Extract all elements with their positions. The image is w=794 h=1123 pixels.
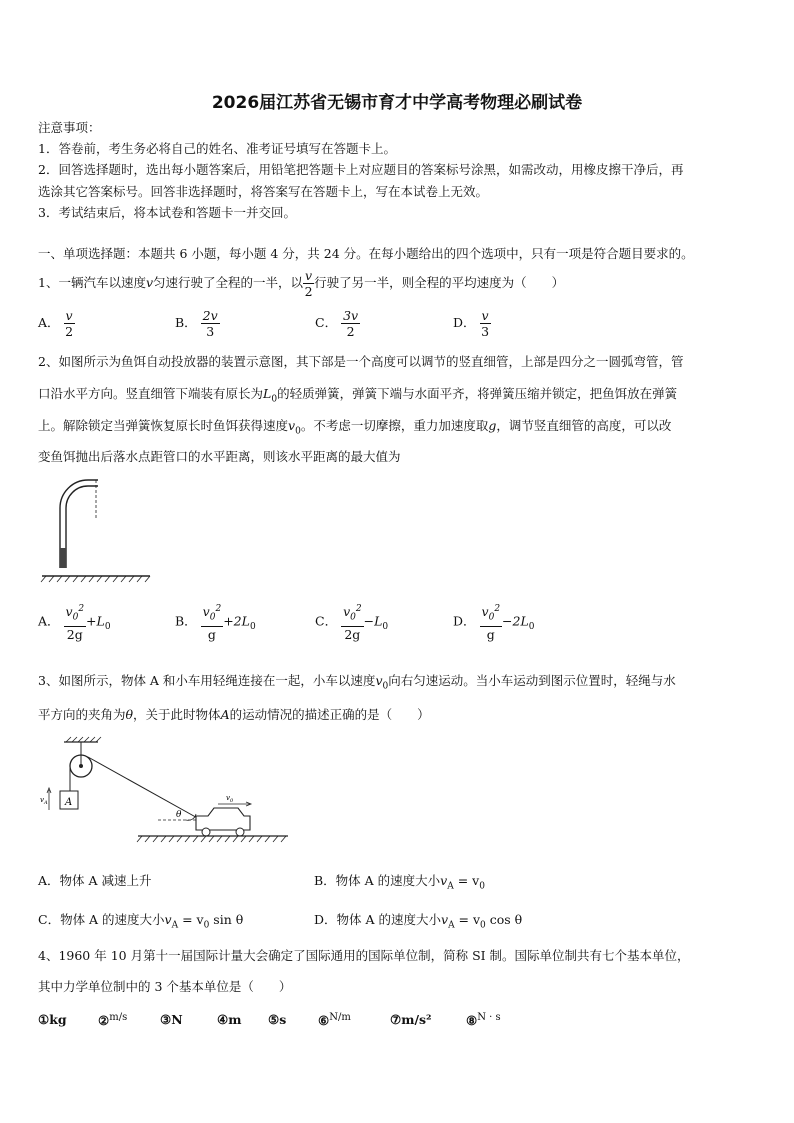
q4-unit-8: ⑧$^{N \cdot s}$ — [466, 1012, 501, 1029]
q4-unit-4: ④m — [217, 1012, 242, 1027]
q4-unit-6: ⑥$^{N/m}$ — [318, 1012, 351, 1029]
q3-option-d: D．物体 A 的速度大小$v_A = v_0$ cos θ — [314, 912, 523, 931]
q3-line-2: 平方向的夹角为θ，关于此时物体A的运动情况的描述正确的是（ ） — [38, 707, 430, 722]
ceiling-hatching — [66, 737, 101, 742]
q4-unit-7: ⑦m/s² — [390, 1012, 432, 1027]
cart-body — [196, 808, 250, 830]
q4-unit-1: ①kg — [38, 1012, 67, 1027]
q4-unit-3: ③N — [160, 1012, 183, 1027]
pulley-axle — [79, 764, 83, 768]
q1-option-b: B． $\frac{2v}{3}$ — [175, 308, 218, 339]
block-a-label: A — [65, 797, 73, 808]
cart-wheel-front — [236, 828, 244, 836]
q4-unit-2: ②$^{m/s}$ — [98, 1012, 128, 1029]
q1-text-c: 行驶了另一半，则全程的平均速度为（ ） — [314, 275, 565, 290]
q1-option-d: D． $\frac{v}{3}$ — [453, 308, 490, 339]
v0-label: $v_0$ — [226, 794, 234, 804]
q2-line-2: 口沿水平方向。竖直细管下端装有原长为$L_0$的轻质弹簧，弹簧下端与水面平齐，将弹簧压缩并锁定，把鱼饵放在弹簧 — [38, 386, 678, 405]
q1-var-v: v — [145, 275, 154, 290]
notice-item-2: 2．回答选择题时，选出每小题答案后，用铅笔把答题卡上对应题目的答案标号涂黑，如需改动，用橡皮擦干净后，再 — [38, 162, 684, 177]
ground-hatching — [137, 836, 286, 842]
q4-line-2: 其中力学单位制中的 3 个基本单位是（ ） — [38, 979, 292, 994]
question-1 — [38, 268, 564, 299]
section-heading: 一、单项选择题：本题共 6 小题，每小题 4 分，共 24 分。在每小题给出的四个选项中，只有一项是符合题目要求的。 — [38, 246, 694, 261]
q1-frac-num: v — [305, 268, 313, 283]
q3-option-c: C．物体 A 的速度大小$v_A = v_0$ sin θ — [38, 912, 244, 931]
q3-option-b: B．物体 A 的速度大小$v_A = v_0$ — [314, 873, 485, 892]
page-title: 2026届江苏省无锡市育才中学高考物理必刷试卷 — [211, 93, 583, 113]
q2-line-4: 变鱼饵抛出后落水点距管口的水平距离，则该水平距离的最大值为 — [38, 449, 401, 464]
notice-item-2-cont: 选涂其它答案标号。回答非选择题时，将答案写在答题卡上，写在本试卷上无效。 — [38, 184, 489, 199]
q2-line-1: 2、如图所示为鱼饵自动投放器的装置示意图，其下部是一个高度可以调节的竖直细管，上部是四分之一圆弧弯管，管 — [38, 354, 684, 369]
spring-block — [60, 548, 66, 568]
q4-line-1: 4、1960 年 10 月第十一届国际计量大会确定了国际通用的国际单位制，简称 SI 制。国际单位制共有七个基本单位， — [38, 948, 690, 963]
q2-option-b: B． $\frac{v_0^2}{g}$ $+2L_0$ — [175, 604, 256, 642]
q3-option-a: A．物体 A 减速上升 — [38, 873, 152, 888]
q2-line-3: 上。解除锁定当弹簧恢复原长时鱼饵获得速度$v_0$。不考虑一切摩擦，重力加速度取g，调节竖直细管的高度，可以改 — [38, 418, 672, 437]
q1-text-b: 匀速行驶了全程的一半，以 — [153, 275, 304, 290]
q4-unit-5: ⑤s — [268, 1012, 287, 1027]
theta-label: θ — [176, 810, 182, 820]
va-label: $v_A$ — [40, 796, 48, 806]
inner-tube-outline — [66, 486, 98, 568]
pulley-cart-figure — [38, 736, 298, 846]
fish-bait-launcher-figure — [38, 476, 154, 584]
q2-option-a: A． $\frac{v_0^2}{2g}$ $+L_0$ — [38, 604, 111, 642]
q1-fraction — [303, 268, 314, 299]
q3-line-1: 3、如图所示，物体 A 和小车用轻绳连接在一起，小车以速度$v_0$向右匀速运动。当小车运动到图示位置时，轻绳与水 — [38, 673, 676, 692]
notice-item-3: 3．考试结束后，将本试卷和答题卡一并交回。 — [38, 205, 296, 220]
notice-item-1: 1．答卷前，考生务必将自己的姓名、准考证号填写在答题卡上。 — [38, 141, 396, 156]
notice-heading: 注意事项： — [38, 120, 101, 135]
q1-frac-den: 2 — [304, 284, 313, 299]
q1-text-a: 1、一辆汽车以速度 — [38, 275, 146, 290]
q1-option-a: A． $\frac{v}{2}$ — [38, 308, 74, 339]
rope-slanted — [88, 757, 201, 820]
q2-option-d: D． $\frac{v_0^2}{g}$ $-2L_0$ — [453, 604, 535, 642]
ground-hatching — [41, 576, 150, 582]
q2-option-c: C． $\frac{v_0^2}{2g}$ $-L_0$ — [315, 604, 389, 642]
cart-wheel-rear — [202, 828, 210, 836]
q1-option-c: C． $\frac{3v}{2}$ — [315, 308, 359, 339]
